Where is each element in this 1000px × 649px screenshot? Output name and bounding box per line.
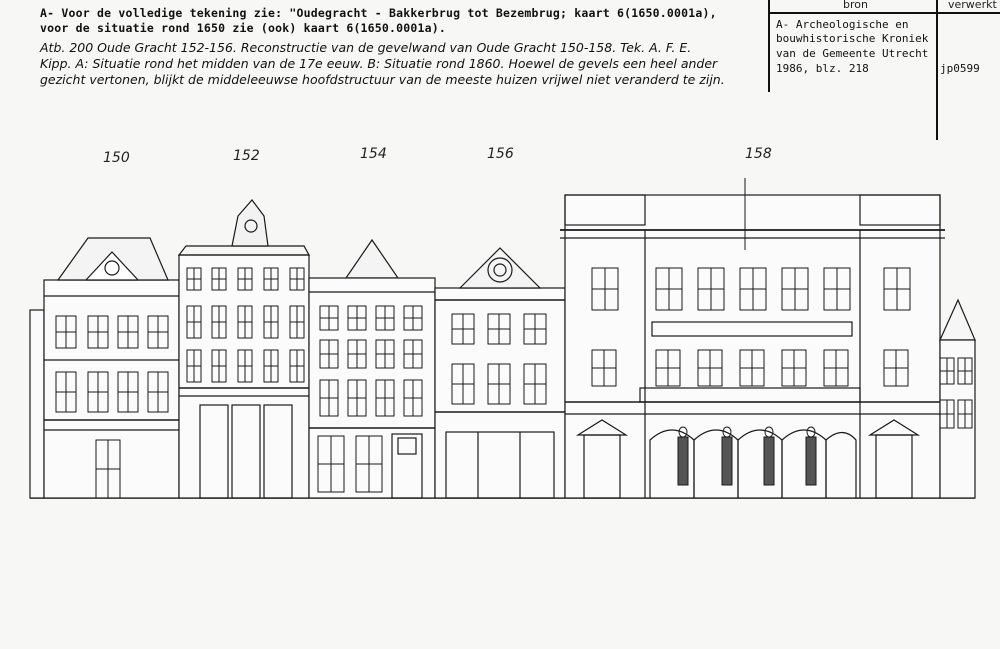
verwerkt-header: verwerkt [948, 0, 997, 11]
reference-note-line-2: voor de situatie rond 1650 zie (ook) kaart 6(1650.0001a). [40, 21, 447, 35]
caryatid-figure [806, 437, 816, 485]
caryatid-figure [722, 437, 732, 485]
source-line-2: bouwhistorische Kroniek [776, 32, 929, 45]
source-line-1: A- Archeologische en [776, 18, 909, 31]
processed-code: jp0599 [940, 62, 980, 75]
caption-line-1: Atb. 200 Oude Gracht 152-156. Reconstructie van de gevelwand van Oude Gracht 150-158. Tek. A. F. E. [40, 40, 692, 55]
source-line-3: van de Gemeente Utrecht [776, 47, 929, 60]
facade-154 [309, 240, 435, 498]
facade-150 [44, 238, 179, 498]
caryatid-figure [764, 437, 774, 485]
reference-note-line-1: A- Voor de volledige tekening zie: "Oudegracht - Bakkerbrug tot Bezembrug; kaart 6(1650.0001a), [40, 6, 717, 20]
facade-152 [179, 200, 309, 498]
house-number-152: 152 [233, 148, 260, 164]
caption-line-2: Kipp. A: Situatie rond het midden van de 17e eeuw. B: Situatie rond 1860. Hoewel de gevels een heel ander [40, 56, 718, 71]
caryatid-figure [678, 437, 688, 485]
facade-158 [560, 178, 945, 498]
house-number-156: 156 [487, 146, 514, 162]
house-number-158: 158 [745, 146, 772, 162]
house-number-150: 150 [103, 150, 130, 166]
bron-header: bron [843, 0, 868, 11]
source-line-4: 1986, blz. 218 [776, 62, 869, 75]
caption-line-3: gezicht vertonen, blijkt de middeleeuwse hoofdstructuur van de meeste huizen vrijwel niet veranderd te zijn. [40, 72, 725, 87]
house-number-154: 154 [360, 146, 387, 162]
